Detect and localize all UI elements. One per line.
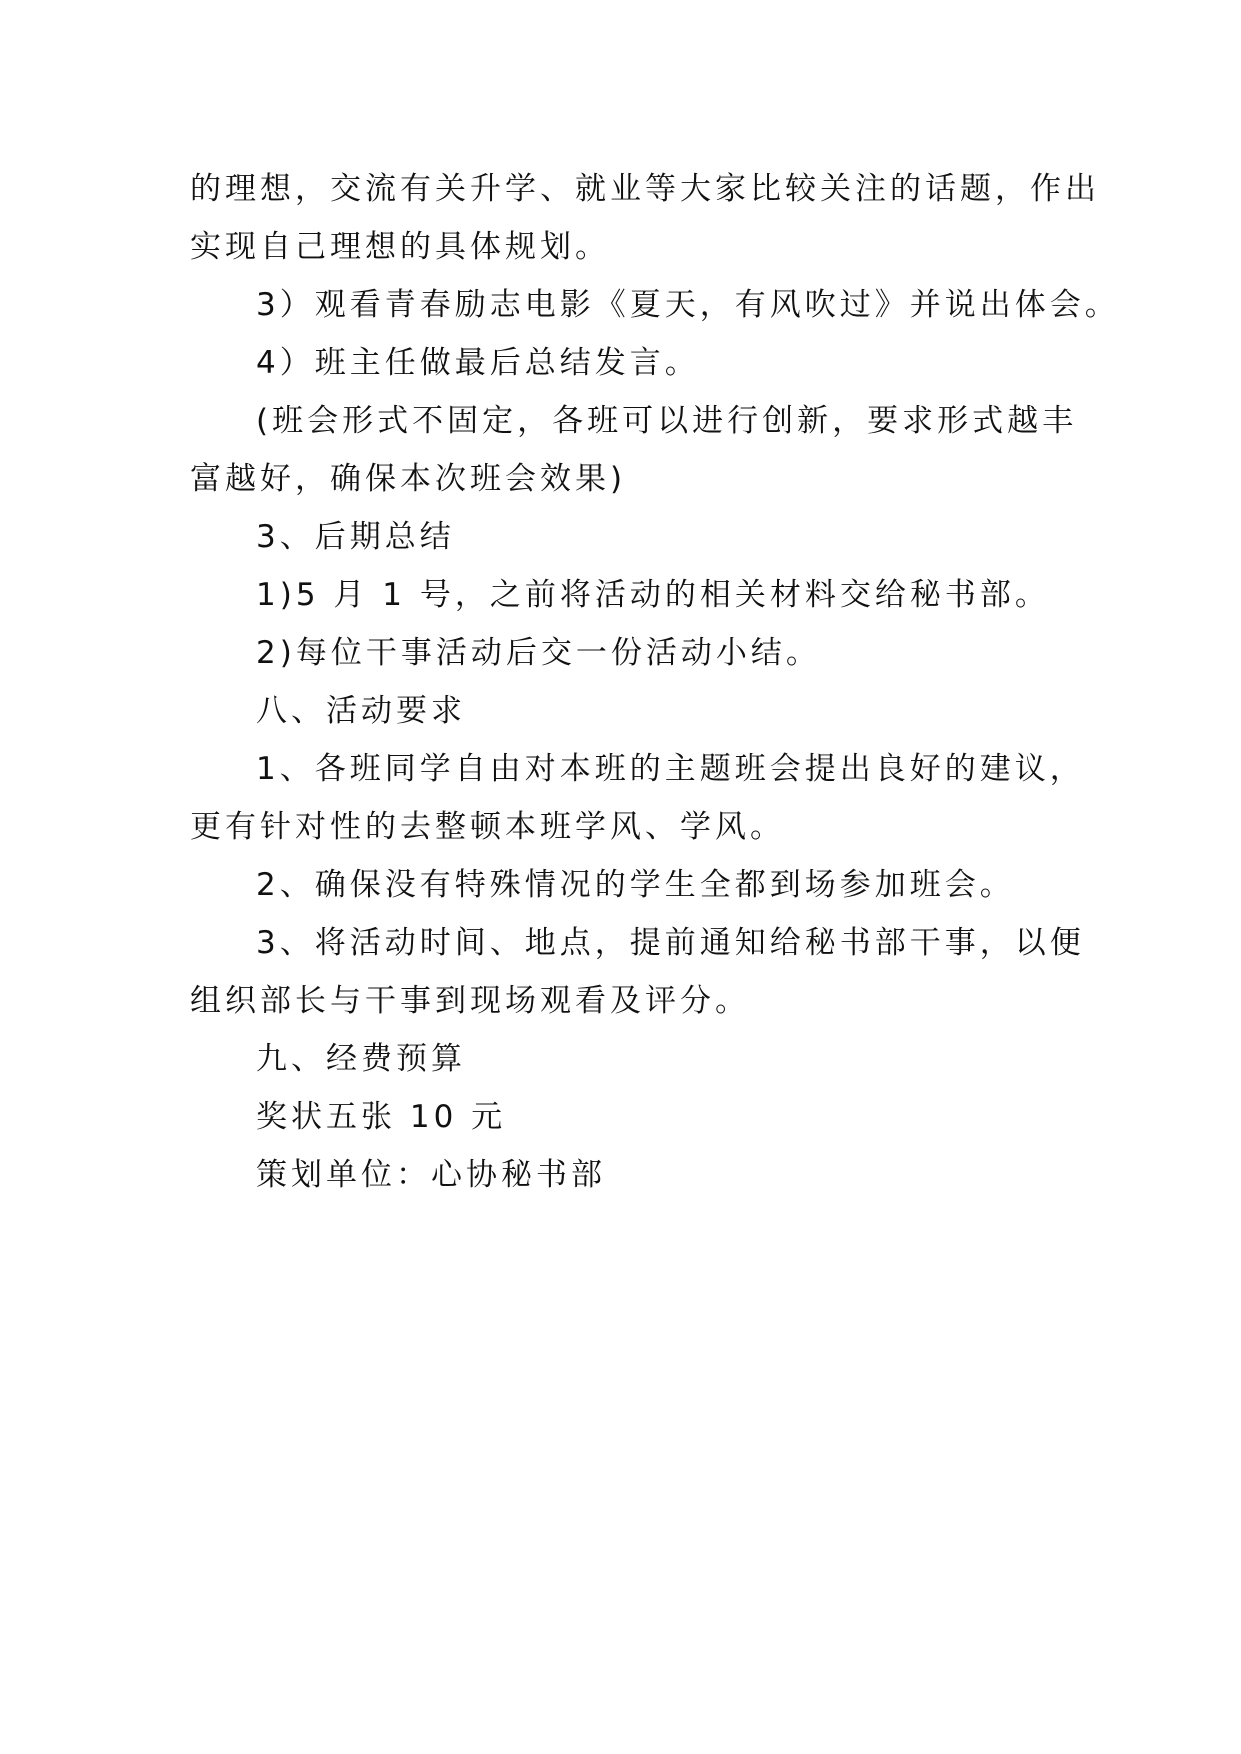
text-line: 的理想，交流有关升学、就业等大家比较关注的话题，作出: [190, 171, 1100, 207]
text-line: 实现自己理想的具体规划。: [190, 229, 610, 265]
section-heading: 3、后期总结: [256, 519, 455, 555]
text-line: 3）观看青春励志电影《夏天，有风吹过》并说出体会。: [256, 287, 1120, 323]
text-line: 1、各班同学自由对本班的主题班会提出良好的建议，: [256, 751, 1085, 787]
text-line: 2、确保没有特殊情况的学生全都到场参加班会。: [256, 867, 1015, 903]
signature-line: 策划单位：心协秘书部: [256, 1157, 606, 1193]
text-line: 2)每位干事活动后交一份活动小结。: [256, 635, 821, 671]
text-line: 3、将活动时间、地点，提前通知给秘书部干事，以便: [256, 925, 1085, 961]
text-line: 4）班主任做最后总结发言。: [256, 345, 700, 381]
text-line: 更有针对性的去整顿本班学风、学风。: [190, 809, 785, 845]
text-line: 富越好，确保本次班会效果): [190, 461, 627, 497]
section-heading: 九、经费预算: [256, 1041, 466, 1077]
document-body: [190, 160, 1120, 1204]
text-line: 组织部长与干事到现场观看及评分。: [190, 983, 750, 1019]
text-line: 奖状五张 10 元: [256, 1099, 507, 1135]
text-line: 1)5 月 1 号，之前将活动的相关材料交给秘书部。: [256, 577, 1050, 613]
text-line: (班会形式不固定，各班可以进行创新，要求形式越丰: [256, 403, 1078, 439]
section-heading: 八、活动要求: [256, 693, 466, 729]
